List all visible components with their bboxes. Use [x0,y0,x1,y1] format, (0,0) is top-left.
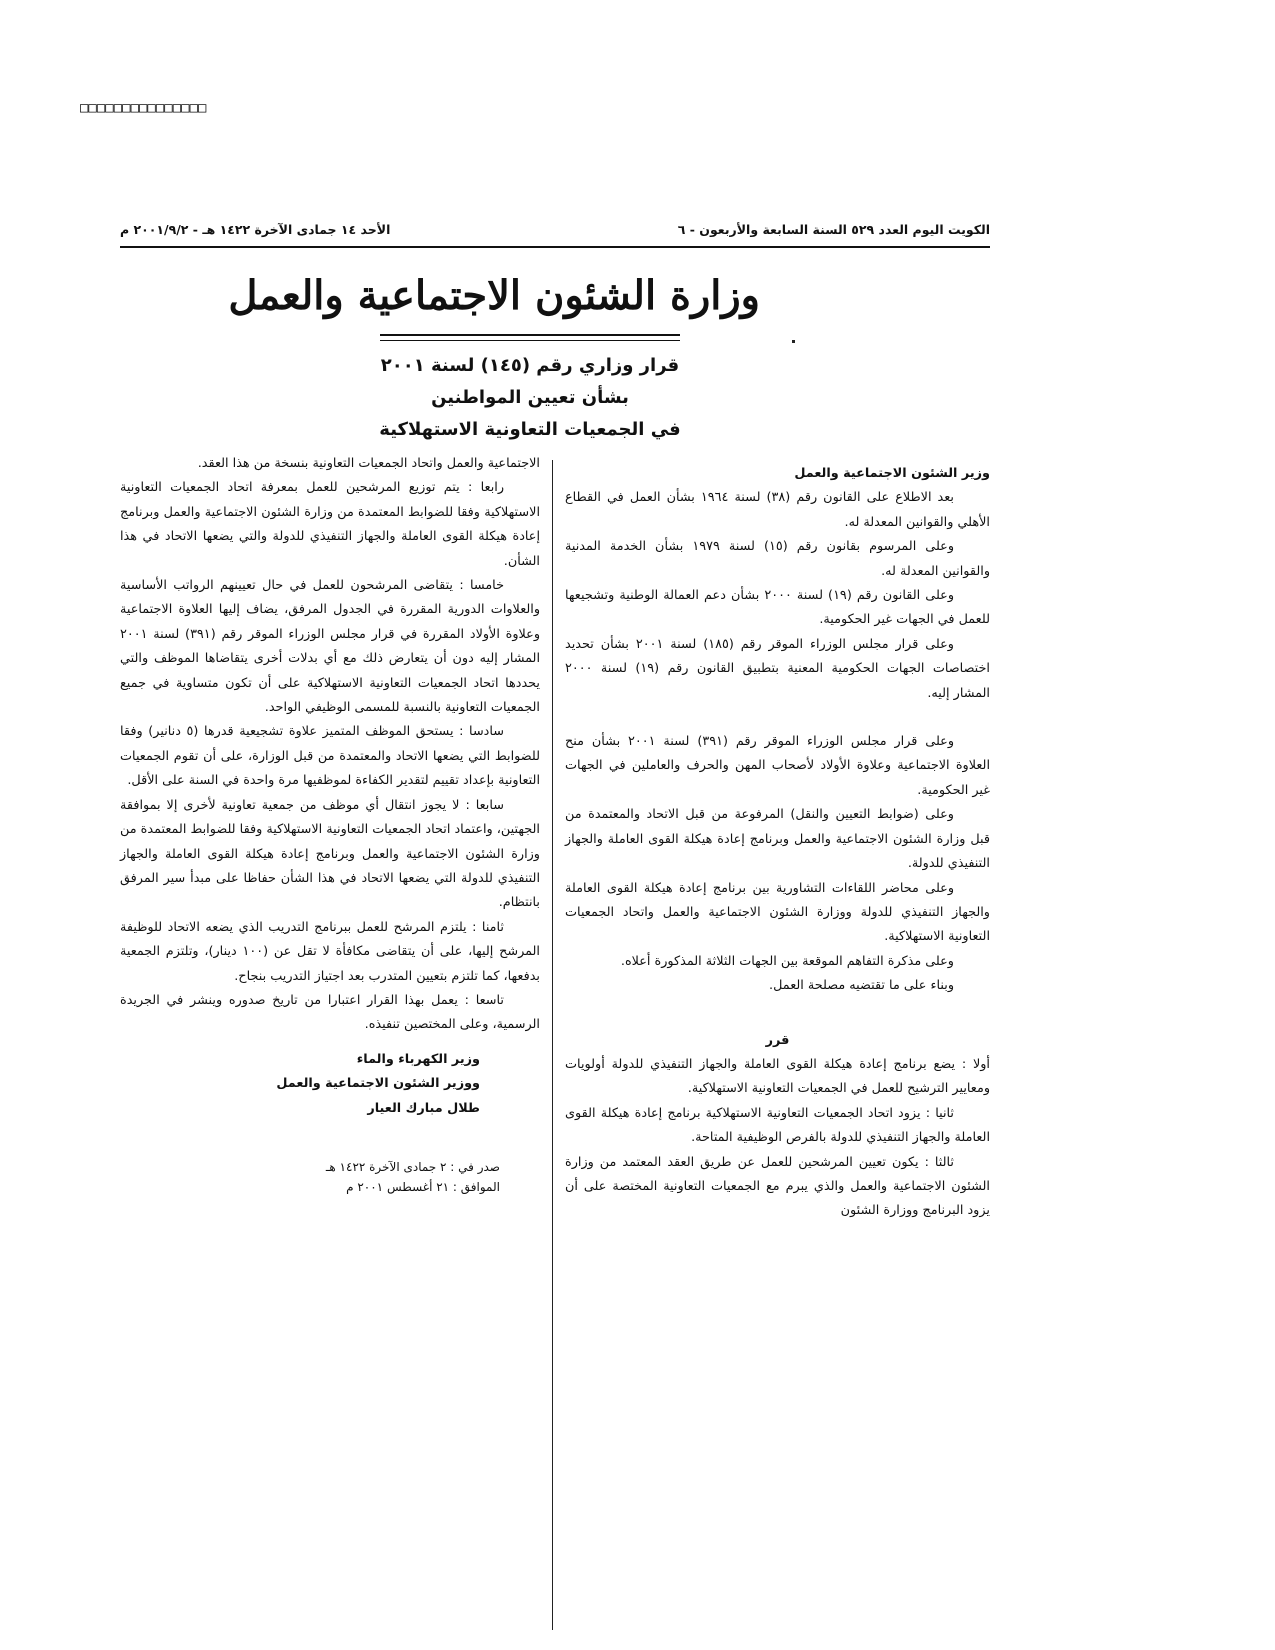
article-7: سابعا : لا يجوز انتقال أي موظف من جمعية تعاونية لأخرى إلا بموافقة الجهتين، واعتماد اتحاد الجمعيات التعاونية الاستهلاكية وفقا للضوابط المعتمدة من وزارة الشئون الاجتماعية والعمل وبرنامج إعادة هيكلة القوى العاملة والجهاز التنفيذي للدولة التي يضعها الاتحاد في هذا الشأن حفاظا على مبدأ سير المرفق بانتظام. [120,797,540,911]
article-4: رابعا : يتم توزيع المرشحين للعمل بمعرفة اتحاد الجمعيات التعاونية الاستهلاكية وفقا للضوابط المعتمدة من وزارة الشئون الاجتماعية والعمل وبرنامج إعادة هيكلة القوى العاملة والجهاز التنفيذي للدولة والتي يضعها الاتحاد في هذا الشأن. [120,480,540,569]
signatory-title-1: وزير الكهرباء والماء [356,1051,480,1067]
preamble-paragraph: وعلى قرار مجلس الوزراء الموقر رقم (٣٩١) لسنة ٢٠٠١ بشأن منح العلاوة الاجتماعية وعلاوة الأولاد لأصحاب المهن والحرف والعاملين في الجهات غير الحكومية. [565,734,990,798]
issue-date-block [120,1157,540,1197]
decided-heading: قرر [765,1032,790,1048]
preamble-paragraph: وعلى المرسوم بقانون رقم (١٥) لسنة ١٩٧٩ بشأن الخدمة المدنية والقوانين المعدلة له. [565,539,990,579]
article-3-continued: الاجتماعية والعمل واتحاد الجمعيات التعاونية بنسخة من هذا العقد. [197,456,540,471]
issue-info: الكويت اليوم العدد ٥٢٩ السنة السابعة والأربعون - ٦ [677,222,990,237]
title-ornament [380,334,680,341]
preamble-paragraph: وعلى قرار مجلس الوزراء الموقر رقم (١٨٥) لسنة ٢٠٠١ بشأن تحديد اختصاصات الجهات الحكومية المعنية بتطبيق القانون رقم (١٩) لسنة ٢٠٠٠ المشار إليه. [565,636,990,701]
preamble-paragraph: وعلى (ضوابط التعيين والنقل) المرفوعة من قبل الاتحاد والمعتمدة من قبل وزارة الشئون الاجتماعية والعمل وبرنامج إعادة هيكلة القوى العاملة والجهاز التنفيذي للدولة. [565,807,990,872]
article-5: خامسا : يتقاضى المرشحون للعمل في حال تعيينهم الرواتب الأساسية والعلاوات الدورية المقررة في الجدول المرفق، يضاف إليها العلاوة الاجتماعية وعلاوة الأولاد المقررة في قرار مجلس الوزراء الموقر رقم (٣٩١) لسنة ٢٠٠١ المشار إليه دون أن يتعارض ذلك مع أي بدلات أخرى يتقاضاها الموظف والتي يحددها اتحاد الجمعيات التعاونية الاستهلاكية على أن تكون متساوية في جميع الجمعيات التعاونية بالنسبة للمسمى الوظيفي الواحد. [120,578,540,716]
signatory-name: طلال مبارك العيار [367,1100,480,1116]
decision-scope: في الجمعيات التعاونية الاستهلاكية [379,419,681,440]
preamble-paragraph: وعلى مذكرة التفاهم الموقعة بين الجهات الثلاثة المذكورة أعلاه. [620,953,954,969]
article-9: تاسعا : يعمل بهذا القرار اعتبارا من تاريخ صدوره وينشر في الجريدة الرسمية، وعلى المختصين تنفيذه. [120,992,540,1033]
column-divider [552,460,553,1630]
scan-speck [792,340,795,343]
signature-block [120,1048,540,1121]
signatory-title-2: ووزير الشئون الاجتماعية والعمل [276,1076,480,1092]
article-3: ثالثا : يكون تعيين المرشحين للعمل عن طريق العقد المعتمد من وزارة الشئون الاجتماعية والعمل والذي يبرم مع الجمعيات التعاونية المختصة على أن يزود البرنامج ووزارة الشئون [565,1154,990,1219]
corner-label: □□□□□□□□□□□□□□□ [80,100,207,116]
minister-heading: وزير الشئون الاجتماعية والعمل [794,466,990,481]
gazette-header [120,222,990,248]
decision-subject: بشأن تعيين المواطنين [431,387,629,408]
preamble-paragraph: بعد الاطلاع على القانون رقم (٣٨) لسنة ١٩٦٤ بشأن العمل في القطاع الأهلي والقوانين المعدلة له. [565,490,990,530]
article-2: ثانيا : يزود اتحاد الجمعيات التعاونية الاستهلاكية برنامج إعادة هيكلة القوى العاملة والجهاز التنفيذي للدولة بالفرص الوظيفية المتاحة. [565,1105,990,1146]
decision-title [320,350,740,446]
preamble-paragraph: وعلى القانون رقم (١٩) لسنة ٢٠٠٠ بشأن دعم العمالة الوطنية وتشجيعها للعمل في الجهات غير الحكومية. [565,588,990,628]
issued-gregorian: الموافق : ٢١ أغسطس ٢٠٠١ م [346,1179,500,1194]
article-1: أولا : يضع برنامج إعادة هيكلة القوى العاملة والجهاز التنفيذي للدولة أولويات ومعايير الترشيح للعمل في الجمعيات التعاونية الاستهلاكية. [565,1056,990,1097]
decision-number: قرار وزاري رقم (١٤٥) لسنة ٢٠٠١ [380,355,680,376]
preamble-paragraph: وبناء على ما تقتضيه مصلحة العمل. [769,978,954,994]
left-column [120,452,540,1197]
preamble-paragraph: وعلى محاضر اللقاءات التشاورية بين برنامج إعادة هيكلة القوى العاملة والجهاز التنفيذي للدولة ووزارة الشئون الاجتماعية والعمل واتحاد الجمعيات التعاونية الاستهلاكية. [565,880,990,945]
right-column [565,462,990,1224]
ministry-name: وزارة الشئون الاجتماعية والعمل [228,272,760,319]
issue-date: الأحد ١٤ جمادى الآخرة ١٤٢٢ هـ - ٢٠٠١/٩/٢ م [120,222,391,237]
article-8: ثامنا : يلتزم المرشح للعمل ببرنامج التدريب الذي يضعه الاتحاد للوظيفة المرشح إليها، على أن يتقاضى مكافأة لا تقل عن (١٠٠ دينار)، وتلتزم الجمعية بدفعها، كما تلتزم بتعيين المتدرب بعد اجتياز التدريب بنجاح. [120,919,540,984]
issued-hijri: صدر في : ٢ جمادى الآخرة ١٤٢٢ هـ [325,1159,500,1174]
article-6: سادسا : يستحق الموظف المتميز علاوة تشجيعية قدرها (٥ دنانير) وفقا للضوابط التي يضعها الاتحاد والمعتمدة من قبل الوزارة، على أن تقوم الجمعيات التعاونية بإعداد تقييم لتقدير الكفاءة لموظفيها مرة واحدة في السنة على الأقل. [120,724,540,789]
